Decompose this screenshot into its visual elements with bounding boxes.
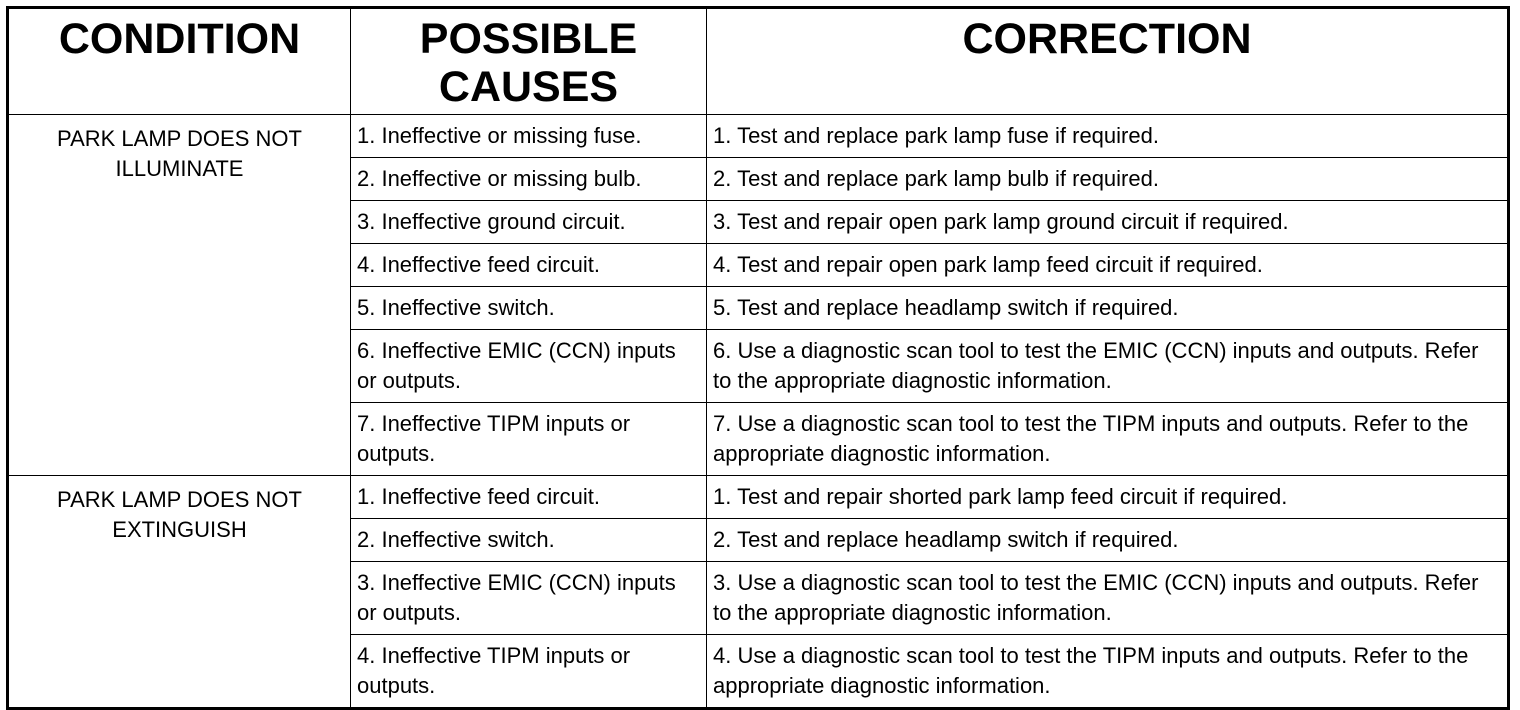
cause-cell: 2. Ineffective switch.: [351, 519, 707, 562]
correction-cell: 1. Test and repair shorted park lamp feed circuit if required.: [707, 476, 1509, 519]
correction-cell: 2. Test and replace headlamp switch if required.: [707, 519, 1509, 562]
correction-cell: 4. Test and repair open park lamp feed circuit if required.: [707, 244, 1509, 287]
cause-cell: 1. Ineffective or missing fuse.: [351, 115, 707, 158]
condition-cell: PARK LAMP DOES NOT ILLUMINATE: [8, 115, 351, 476]
cause-cell: 3. Ineffective ground circuit.: [351, 201, 707, 244]
correction-cell: 4. Use a diagnostic scan tool to test the TIPM inputs and outputs. Refer to the appropriate diagnostic information.: [707, 635, 1509, 709]
header-correction: CORRECTION: [707, 8, 1509, 115]
diagnosis-table: [6, 6, 1510, 710]
cause-cell: 6. Ineffective EMIC (CCN) inputs or outputs.: [351, 330, 707, 403]
cause-cell: 5. Ineffective switch.: [351, 287, 707, 330]
table-row: [8, 115, 1509, 158]
cause-cell: 7. Ineffective TIPM inputs or outputs.: [351, 403, 707, 476]
correction-cell: 3. Use a diagnostic scan tool to test the EMIC (CCN) inputs and outputs. Refer to the appropriate diagnostic information.: [707, 562, 1509, 635]
cause-cell: 4. Ineffective TIPM inputs or outputs.: [351, 635, 707, 709]
correction-cell: 3. Test and repair open park lamp ground circuit if required.: [707, 201, 1509, 244]
correction-cell: 2. Test and replace park lamp bulb if required.: [707, 158, 1509, 201]
header-row: [8, 8, 1509, 115]
cause-cell: 2. Ineffective or missing bulb.: [351, 158, 707, 201]
table-row: [8, 476, 1509, 519]
correction-cell: 5. Test and replace headlamp switch if required.: [707, 287, 1509, 330]
condition-cell: PARK LAMP DOES NOT EXTINGUISH: [8, 476, 351, 709]
correction-cell: 6. Use a diagnostic scan tool to test the EMIC (CCN) inputs and outputs. Refer to the appropriate diagnostic information.: [707, 330, 1509, 403]
cause-cell: 3. Ineffective EMIC (CCN) inputs or outputs.: [351, 562, 707, 635]
cause-cell: 1. Ineffective feed circuit.: [351, 476, 707, 519]
correction-cell: 7. Use a diagnostic scan tool to test the TIPM inputs and outputs. Refer to the appropriate diagnostic information.: [707, 403, 1509, 476]
header-possible-causes: POSSIBLE CAUSES: [351, 8, 707, 115]
correction-cell: 1. Test and replace park lamp fuse if required.: [707, 115, 1509, 158]
cause-cell: 4. Ineffective feed circuit.: [351, 244, 707, 287]
header-condition: CONDITION: [8, 8, 351, 115]
